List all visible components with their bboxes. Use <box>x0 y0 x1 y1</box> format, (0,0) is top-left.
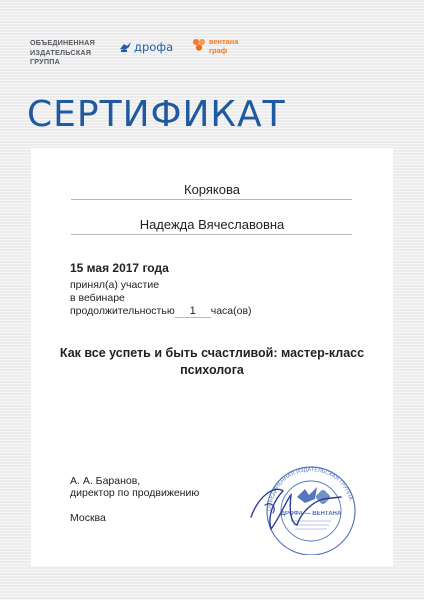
signer-title: директор по продвижению <box>70 487 200 499</box>
course-title-line-1: Как все успеть и быть счастливой: мастер-класс <box>59 346 365 360</box>
stamp-flower-icon <box>316 490 330 504</box>
publisher-line-3: ГРУППА <box>30 57 60 66</box>
stamp-bird-icon <box>297 487 317 503</box>
duration-prefix: продолжительностью <box>70 305 175 317</box>
drofa-logo-text: дрофа <box>134 40 174 54</box>
stamp-center-text: ДРОФА — ВЕНТАНА <box>280 511 342 517</box>
publisher-line-1: ОБЪЕДИНЕННАЯ <box>30 38 95 47</box>
name-underline <box>71 234 352 235</box>
event-type-text: в вебинаре <box>70 292 125 304</box>
ventana-flower-icon <box>192 38 206 52</box>
course-title <box>31 345 393 379</box>
drofa-logo <box>119 39 173 55</box>
ventana-logo-line-1: вентана <box>209 37 239 46</box>
publisher-line-2: ИЗДАТЕЛЬСКАЯ <box>30 47 92 57</box>
surname-underline <box>71 199 352 200</box>
official-stamp <box>231 455 371 555</box>
drofa-bird-icon <box>119 41 132 53</box>
city: Москва <box>70 512 106 524</box>
duration-line <box>70 305 252 318</box>
course-title-line-2: психолога <box>180 363 244 377</box>
publisher-group-name <box>30 38 110 67</box>
signer-name: А. А. Баранов, <box>70 475 141 487</box>
certificate-title: СЕРТИФИКАТ <box>27 94 286 135</box>
ventana-logo-line-2: граф <box>209 45 228 55</box>
recipient-surname: Корякова <box>184 182 240 197</box>
duration-suffix: часа(ов) <box>210 305 252 317</box>
recipient-name: Надежда Вячеславовна <box>139 217 285 232</box>
event-date: 15 мая 2017 года <box>70 261 169 275</box>
duration-value: 1 <box>175 306 211 318</box>
participation-text: принял(а) участие <box>70 279 160 291</box>
certificate-card <box>31 148 393 566</box>
stamp-ring-text: ОБЪЕДИНЕННАЯ ИЗДАТЕЛЬСКАЯ ГРУППА <box>266 466 354 512</box>
ventana-graf-logo <box>192 38 238 55</box>
